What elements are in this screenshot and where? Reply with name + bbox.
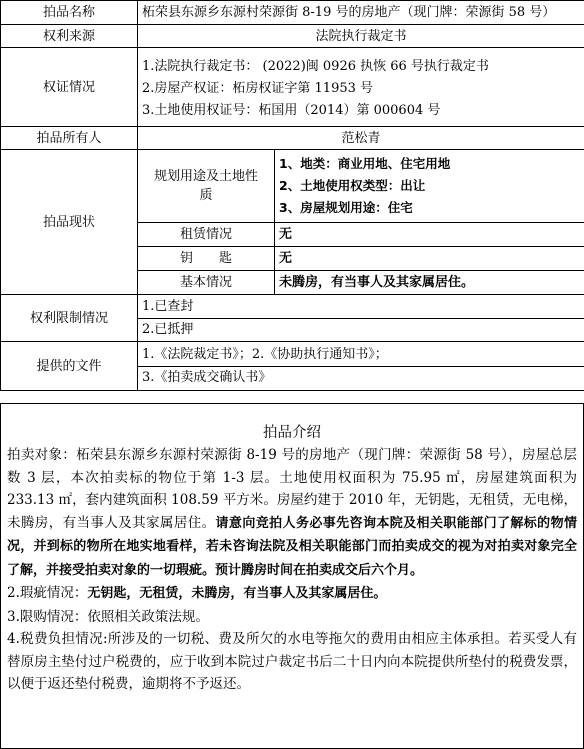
docs-item: 1.《法院裁定书》；2.《协助执行通知书》； — [138, 344, 584, 367]
intro-title: 拍品介绍 — [263, 425, 321, 441]
source-label: 权利来源 — [1, 25, 138, 48]
key-label: 钥 匙 — [138, 247, 275, 271]
cert-label: 权证情况 — [1, 48, 138, 127]
intro-p2-text: 2.瑕疵情况： — [7, 585, 88, 601]
intro-p2-bold: 无钥匙，无租赁，未腾房，有当事人及其家属居住。 — [87, 586, 387, 601]
planning-list — [275, 150, 584, 223]
status-label: 拍品现状 — [1, 150, 138, 295]
restrict-item: 1.已查封 — [138, 296, 584, 319]
source-value: 法院执行裁定书 — [138, 25, 584, 48]
planning-item: 2、土地使用权类型：出让 — [279, 178, 426, 193]
cert-item: 1.法院执行裁定书： (2022)闽 0926 执恢 66 号执行裁定书 — [142, 59, 489, 74]
intro-paragraph-3: 3.限购情况：依照相关政策法规。 — [7, 608, 209, 625]
owner-value: 范松青 — [138, 127, 584, 150]
restrict-label: 权利限制情况 — [1, 295, 138, 342]
docs-item: 3.《拍卖成交确认书》 — [142, 369, 272, 385]
lease-value: 无 — [275, 223, 584, 247]
docs-label: 提供的文件 — [1, 342, 138, 391]
docs-list — [138, 342, 584, 391]
key-value: 无 — [275, 247, 584, 271]
cert-list — [138, 48, 584, 127]
owner-label: 拍品所有人 — [1, 127, 138, 150]
intro-paragraph-1 — [1, 444, 583, 582]
cert-item: 2.房屋产权证：柘房权证字第 11953 号 — [142, 81, 374, 96]
cert-item: 3.土地使用权证号：柘国用（2014）第 000604 号 — [142, 103, 441, 118]
planning-item: 1、地类：商业用地、住宅用地 — [279, 156, 451, 171]
intro-paragraph-4: 4.税费负担情况:所涉及的一切税、费及所欠的水电等拖欠的费用由相应主体承担。若买受人有替原房主垫付过户税费的，应于收到本院过户裁定书后二十日内向本院提供所垫付的税费发票，以便于返还垫付税费，逾期将不予返还。 — [7, 631, 577, 692]
intro-paragraph-2 — [1, 582, 583, 606]
lease-label: 租赁情况 — [138, 223, 275, 247]
name-label: 拍品名称 — [1, 1, 138, 25]
restrict-list — [138, 295, 584, 342]
planning-label: 规划用途及土地性质 — [138, 150, 275, 223]
restrict-item: 2.已抵押 — [142, 321, 194, 337]
planning-item: 3、房屋规划用途：住宅 — [279, 200, 413, 215]
basic-label: 基本情况 — [138, 271, 275, 295]
auction-intro — [0, 403, 584, 749]
intro-p1-bold: 请意向竞拍人务必事先咨询本院及相关职能部门了解标的物情况，并到标的物所在地实地看样，若未咨询法院及相关职能部门而拍卖成交的视为对拍卖对象完全了解，并接受拍卖对象的一切瑕疵。预计腾房时间在拍卖成交后六个月。 — [7, 515, 577, 578]
intro-p1-text: 拍卖对象：柘荣县东源乡东源村荣源街 8-19 号的房地产（现门牌：荣源街 58 号），房屋总层数 3 层，本次拍卖标的物位于第 1-3 层。土地使用权面积为 75.95 ㎡，房屋建筑面积为 233.13 ㎡，套内建筑面积 108.59 平方米。房屋约建于 2010 年，无钥匙，无租赁，无电梯，未腾房，有当事人及其家属居住。 — [7, 447, 577, 531]
name-value: 柘荣县东源乡东源村荣源街 8-19 号的房地产（现门牌：荣源街 58 号） — [138, 1, 584, 25]
basic-value: 未腾房，有当事人及其家属居住。 — [275, 271, 584, 295]
